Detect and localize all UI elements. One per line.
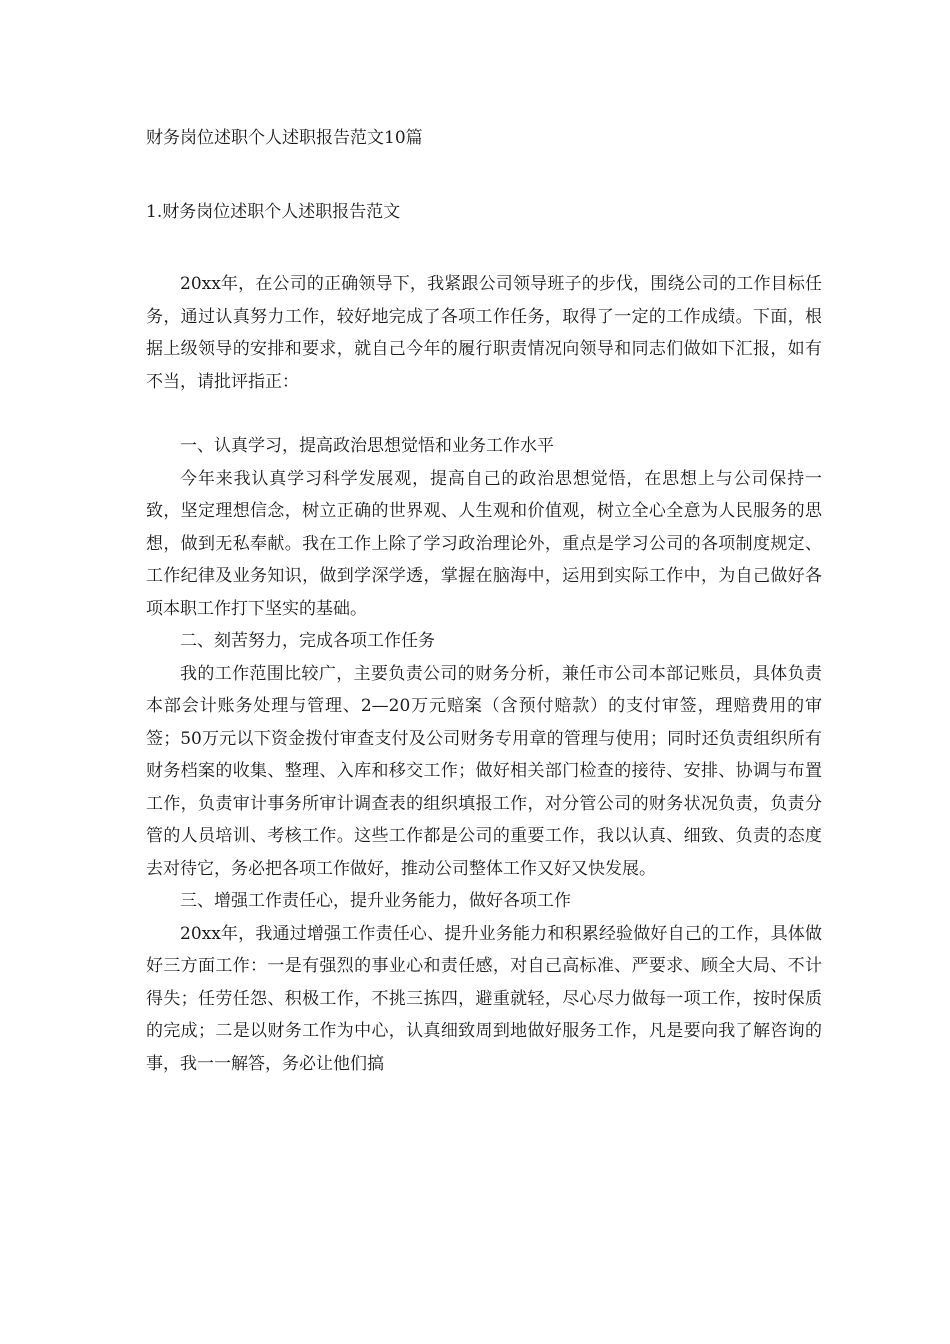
paragraph-intro: 20xx年，在公司的正确领导下，我紧跟公司领导班子的步伐，围绕公司的工作目标任务，通过认真努力工作，较好地完成了各项工作任务，取得了一定的工作成绩。下面，根据上级领导的安排和要求，就自己今年的履行职责情况向领导和同志们做如下汇报，如有不当，请批评指正： bbox=[146, 274, 822, 392]
paragraph-study: 今年来我认真学习科学发展观，提高自己的政治思想觉悟，在思想上与公司保持一致，坚定理想信念，树立正确的世界观、人生观和价值观，树立全心全意为人民服务的思想，做到无私奉献。我在工作上除了学习政治理论外，重点是学习公司的各项制度规定、工作纪律及业务知识，做到学深学透，掌握在脑海中，运用到实际工作中，为自己做好各项本职工作打下坚实的基础。 bbox=[146, 468, 822, 619]
document-body bbox=[146, 268, 822, 1080]
heading-responsibility: 三、增强工作责任心，提升业务能力，做好各项工作 bbox=[180, 891, 571, 911]
paragraph-tasks: 我的工作范围比较广，主要负责公司的财务分析，兼任市公司本部记账员，具体负责本部会计账务处理与管理、2—20万元赔案（含预付赔款）的支付审签，理赔费用的审签；50万元以下资金拨付审查支付及公司财务专用章的管理与使用；同时还负责组织所有财务档案的收集、整理、入库和移交工作；做好相关部门检查的接待、安排、协调与布置工作，负责审计事务所审计调查表的组织填报工作，对分管公司的财务状况负责，负责分管的人员培训、考核工作。这些工作都是公司的重要工作，我以认真、细致、负责的态度去对待它，务必把各项工作做好，推动公司整体工作又好又快发展。 bbox=[146, 663, 822, 879]
section-title: 1.财务岗位述职个人述职报告范文 bbox=[146, 202, 401, 222]
heading-tasks: 二、刻苦努力，完成各项工作任务 bbox=[180, 631, 435, 651]
document-title: 财务岗位述职个人述职报告范文10篇 bbox=[146, 128, 423, 148]
heading-study: 一、认真学习，提高政治思想觉悟和业务工作水平 bbox=[180, 436, 554, 456]
paragraph-responsibility: 20xx年，我通过增强工作责任心、提升业务能力和积累经验做好自己的工作，具体做好三方面工作：一是有强烈的事业心和责任感，对自己高标准、严要求、顾全大局、不计得失；任劳任怨、积极工作，不挑三拣四，避重就轻，尽心尽力做每一项工作，按时保质的完成；二是以财务工作为中心，认真细致周到地做好服务工作，凡是要向我了解咨询的事，我一一解答，务必让他们搞 bbox=[146, 923, 822, 1074]
